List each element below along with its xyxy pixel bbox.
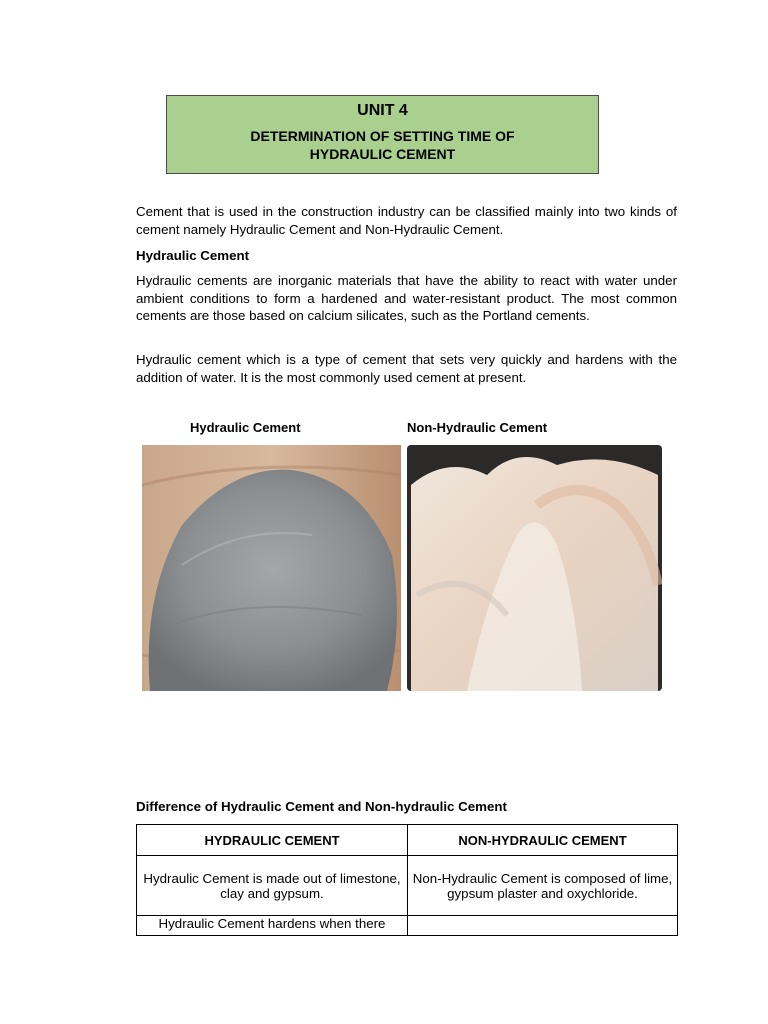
comparison-table <box>136 824 678 936</box>
table-cell: Hydraulic Cement is made out of limestone, clay and gypsum. <box>137 856 408 916</box>
intro-paragraph: Cement that is used in the construction industry can be classified mainly into two kinds of cement namely Hydraulic Cement and Non-Hydraulic Cement. <box>136 204 677 237</box>
non-hydraulic-cement-photo <box>407 445 662 691</box>
table-row <box>137 856 678 916</box>
section-heading: Hydraulic Cement <box>136 248 250 263</box>
unit-title <box>167 127 598 163</box>
unit-title-box <box>166 95 599 174</box>
column-header-hydraulic: HYDRAULIC CEMENT <box>137 825 408 856</box>
non-hydraulic-cement-image-label: Non-Hydraulic Cement <box>407 420 548 435</box>
unit-number: UNIT 4 <box>357 102 408 119</box>
table-row <box>137 916 678 936</box>
table-header-row <box>137 825 678 856</box>
table-cell: Non-Hydraulic Cement is composed of lime, gypsum plaster and oxychloride. <box>408 856 678 916</box>
unit-title-line-2: HYDRAULIC CEMENT <box>309 146 456 162</box>
comparison-table-title: Difference of Hydraulic Cement and Non-hydraulic Cement <box>136 799 507 814</box>
hydraulic-cement-photo <box>142 445 401 691</box>
paragraph-hydraulic-usage: Hydraulic cement which is a type of cement that sets very quickly and hardens with the addition of water. It is the most commonly used cement at present. <box>136 352 677 385</box>
unit-title-line-1: DETERMINATION OF SETTING TIME OF <box>250 128 515 144</box>
column-header-non-hydraulic: NON-HYDRAULIC CEMENT <box>408 825 678 856</box>
hydraulic-cement-image-label: Hydraulic Cement <box>190 420 301 435</box>
table-cell: Hydraulic Cement hardens when there <box>137 916 408 936</box>
paragraph-hydraulic-definition: Hydraulic cements are inorganic materials that have the ability to react with water under ambient conditions to form a hardened and water-resistant product. The most common cements are those based on calcium silicates, such as the Portland cements. <box>136 273 677 323</box>
table-cell <box>408 916 678 936</box>
